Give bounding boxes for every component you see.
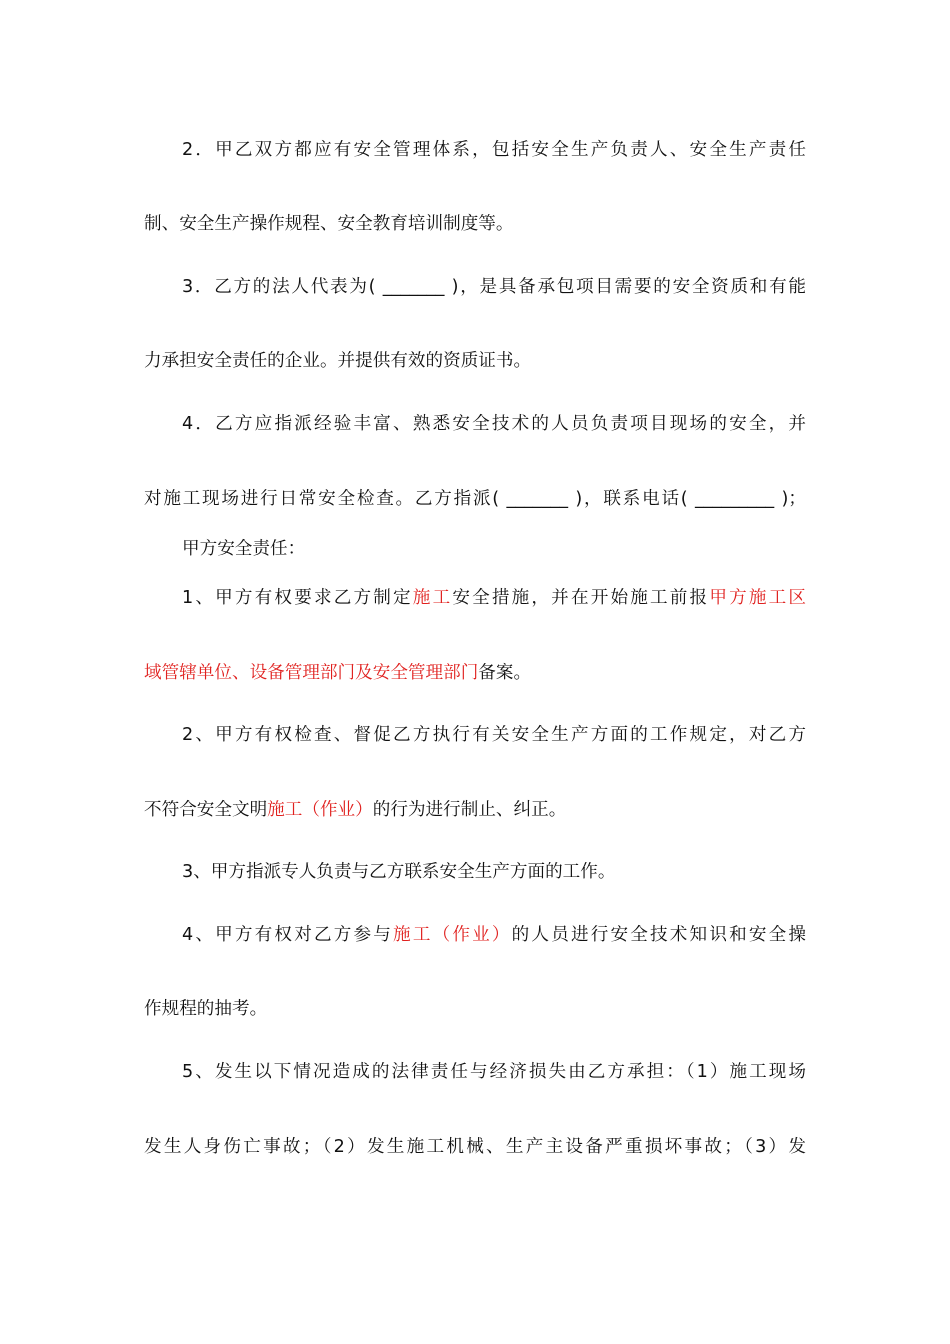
text-line bbox=[144, 797, 806, 823]
highlighted-text: 施工（作业） bbox=[393, 925, 512, 945]
text-line bbox=[182, 411, 806, 437]
text-run: 4．乙方应指派经验丰富、熟悉安全技术的人员负责项目现场的安全，并 bbox=[182, 414, 806, 434]
text-line bbox=[144, 486, 806, 512]
text-run: 的行为进行制止、纠正。 bbox=[372, 800, 567, 820]
text-line bbox=[144, 660, 806, 686]
text-line bbox=[182, 137, 806, 163]
text-run: 3、甲方指派专人负责与乙方联系安全生产方面的工作。 bbox=[182, 862, 616, 882]
text-run: 制、安全生产操作规程、安全教育培训制度等。 bbox=[144, 214, 514, 234]
text-run: 5、发生以下情况造成的法律责任与经济损失由乙方承担：（1）施工现场 bbox=[182, 1062, 806, 1082]
text-line bbox=[144, 348, 806, 374]
text-run: 不符合安全文明 bbox=[144, 800, 268, 820]
highlighted-text: 施工（作业） bbox=[267, 800, 373, 820]
text-line bbox=[182, 585, 806, 611]
text-line bbox=[182, 1059, 806, 1085]
text-line bbox=[182, 722, 806, 748]
text-run: 作规程的抽考。 bbox=[144, 999, 268, 1019]
text-run: 备案。 bbox=[478, 663, 532, 683]
highlighted-text: 施工 bbox=[412, 588, 453, 608]
text-line bbox=[144, 211, 806, 237]
text-run: 力承担安全责任的企业。并提供有效的资质证书。 bbox=[144, 351, 532, 371]
section-heading bbox=[182, 536, 806, 562]
text-line bbox=[144, 1134, 806, 1160]
text-run: 1、甲方有权要求乙方制定 bbox=[182, 588, 413, 608]
text-run: 发生人身伤亡事故；（2）发生施工机械、生产主设备严重损坏事故；（3）发 bbox=[144, 1137, 806, 1157]
text-line bbox=[144, 996, 806, 1022]
highlighted-text: 域管辖单位、设备管理部门及安全管理部门 bbox=[144, 663, 479, 683]
text-run: 3．乙方的法人代表为( _______ )，是具备承包项目需要的安全资质和有能 bbox=[182, 277, 806, 297]
text-line bbox=[182, 859, 806, 885]
text-run: 2、甲方有权检查、督促乙方执行有关安全生产方面的工作规定，对乙方 bbox=[182, 725, 806, 745]
text-run: 的人员进行安全技术知识和安全操 bbox=[511, 925, 806, 945]
text-run: 2．甲乙双方都应有安全管理体系，包括安全生产负责人、安全生产责任 bbox=[182, 140, 806, 160]
text-run: 甲方安全责任： bbox=[182, 539, 306, 559]
text-line bbox=[182, 274, 806, 300]
text-run: 对施工现场进行日常安全检查。乙方指派( _______ )，联系电话( _________ )； bbox=[144, 489, 806, 509]
highlighted-text: 甲方施工区 bbox=[709, 588, 806, 608]
text-run: 安全措施，并在开始施工前报 bbox=[452, 588, 710, 608]
text-line bbox=[182, 922, 806, 948]
text-run: 4、甲方有权对乙方参与 bbox=[182, 925, 394, 945]
